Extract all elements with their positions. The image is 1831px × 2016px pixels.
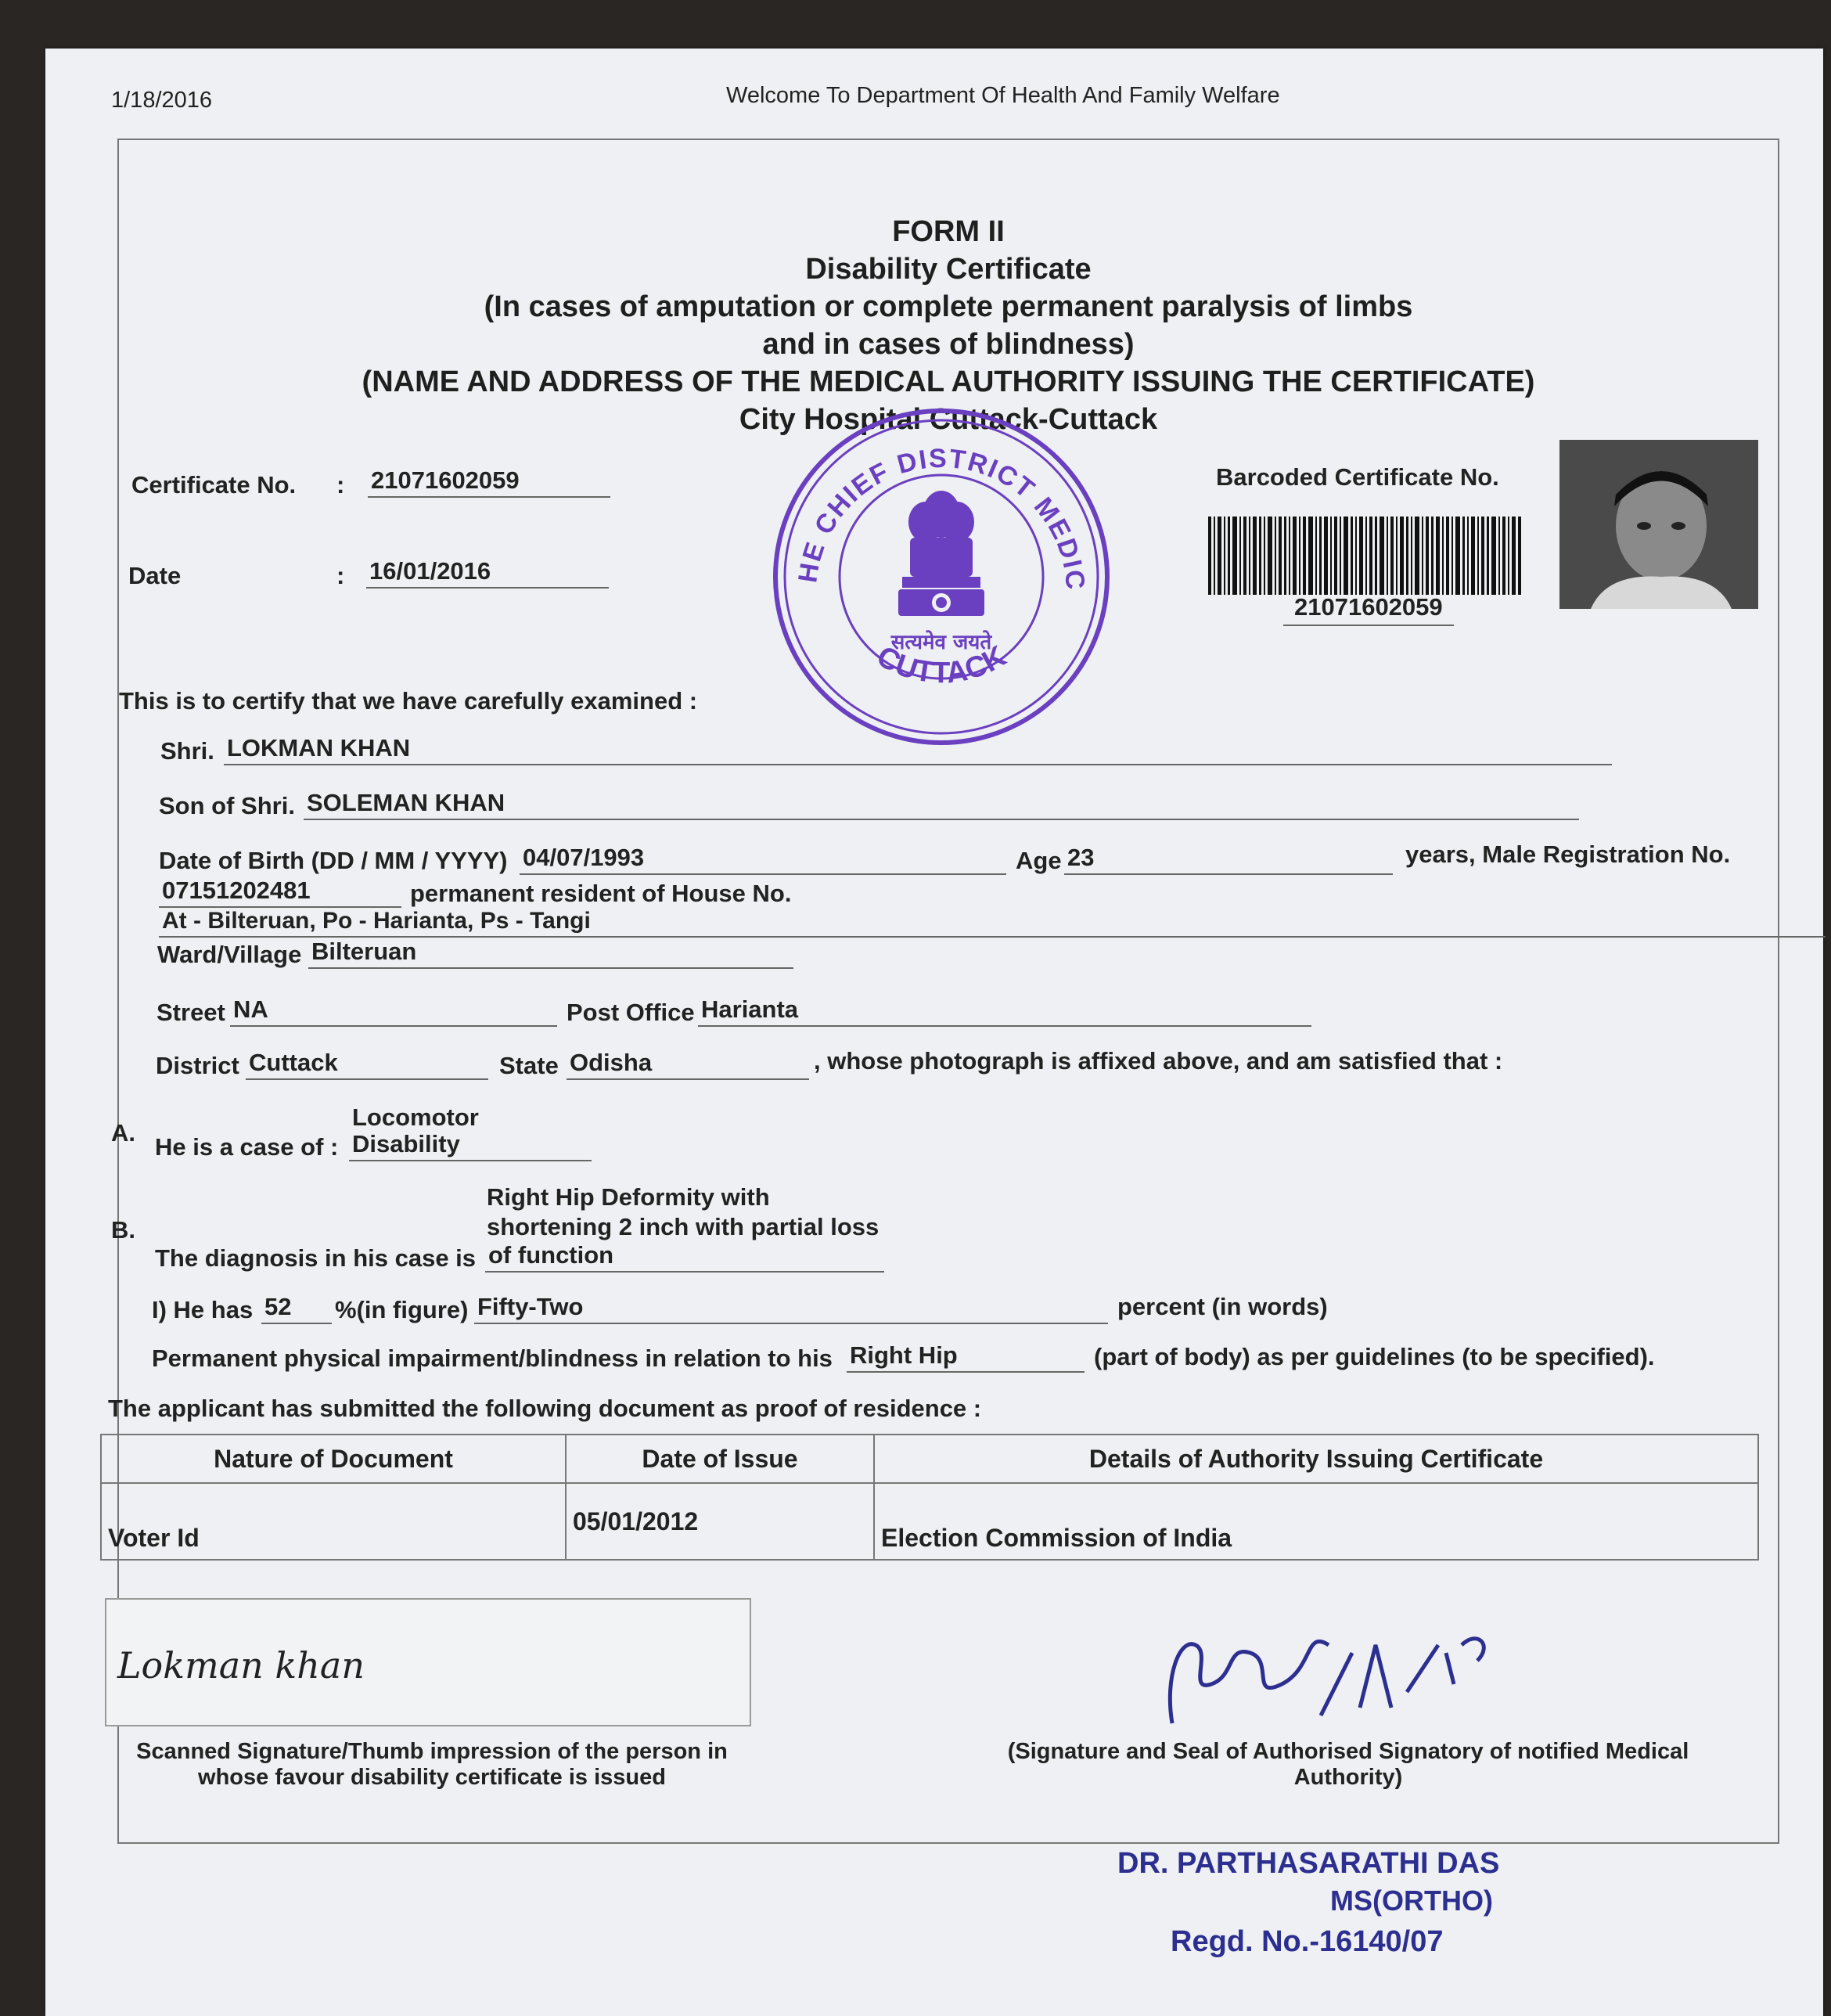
street-value: NA bbox=[230, 995, 557, 1027]
certificate-no-value: 21071602059 bbox=[368, 466, 610, 498]
date-label: Date bbox=[128, 562, 182, 589]
barcode-icon bbox=[1208, 517, 1521, 595]
percentage-words-label: percent (in words) bbox=[1117, 1293, 1328, 1320]
colon: : bbox=[336, 562, 345, 589]
impairment-body-part: Right Hip bbox=[847, 1341, 1085, 1373]
svg-text:Lokman khan: Lokman khan bbox=[117, 1644, 365, 1687]
certify-intro: This is to certify that we have carefully examined : bbox=[119, 687, 698, 715]
print-header: Welcome To Department Of Health And Family Welfare bbox=[726, 83, 1280, 108]
post-office-value: Harianta bbox=[698, 995, 1311, 1027]
applicant-caption-line-1: Scanned Signature/Thumb impression of the person in bbox=[136, 1739, 728, 1764]
section-a-marker: A. bbox=[111, 1119, 135, 1147]
person-photo-icon bbox=[1559, 440, 1758, 609]
proof-intro: The applicant has submitted the following document as proof of residence : bbox=[108, 1395, 982, 1422]
column-header: Nature of Document bbox=[101, 1435, 566, 1483]
seal-text-bottom: CUTTACK bbox=[871, 639, 1012, 690]
dob-value: 04/07/1993 bbox=[520, 844, 1006, 875]
column-header: Date of Issue bbox=[566, 1435, 874, 1483]
seal-motto: सत्यमेव जयते bbox=[890, 631, 992, 654]
son-of-label: Son of Shri. bbox=[159, 792, 295, 819]
table-cell: Voter Id bbox=[101, 1483, 566, 1560]
print-date: 1/18/2016 bbox=[111, 88, 213, 113]
impairment-suffix: (part of body) as per guidelines (to be specified). bbox=[1094, 1343, 1655, 1370]
state-value: Odisha bbox=[567, 1049, 809, 1080]
dob-label: Date of Birth (DD / MM / YYYY) bbox=[159, 847, 508, 874]
authority-signature bbox=[1141, 1598, 1532, 1755]
date-value: 16/01/2016 bbox=[366, 557, 609, 589]
certificate-frame bbox=[117, 139, 1779, 1844]
house-value: At - Bilteruan, Po - Harianta, Ps - Tangi bbox=[159, 908, 1826, 938]
authority-caption-line-2: Authority) bbox=[1293, 1765, 1403, 1790]
applicant-signature-box bbox=[105, 1598, 751, 1726]
son-of-value: SOLEMAN KHAN bbox=[304, 789, 1579, 820]
documents-table bbox=[100, 1434, 1759, 1561]
emblem-icon bbox=[898, 491, 984, 616]
shri-value: LOKMAN KHAN bbox=[224, 734, 1612, 765]
post-office-label: Post Office bbox=[567, 999, 695, 1026]
certificate-sheet bbox=[45, 49, 1823, 2016]
barcode bbox=[1208, 517, 1521, 595]
table-cell: Election Commission of India bbox=[874, 1483, 1758, 1560]
percentage-figure-label: %(in figure) bbox=[335, 1296, 469, 1323]
registration-value: 07151202481 bbox=[159, 877, 401, 908]
district-value: Cuttack bbox=[246, 1049, 488, 1080]
form-subtitle-1: (In cases of amputation or complete permanent paralysis of limbs bbox=[484, 290, 1413, 323]
age-label: Age bbox=[1016, 847, 1062, 874]
applicant-caption-line-2: whose favour disability certificate is issued bbox=[198, 1765, 666, 1790]
diagnosis-value-2: shortening 2 inch with partial loss bbox=[487, 1213, 880, 1240]
case-of-label: He is a case of : bbox=[155, 1133, 339, 1161]
photograph-statement: , whose photograph is affixed above, and am satisfied that : bbox=[814, 1047, 1503, 1075]
diagnosis-value-3: of function bbox=[485, 1241, 884, 1273]
ward-value: Bilteruan bbox=[308, 938, 793, 969]
certificate-no-label: Certificate No. bbox=[131, 471, 297, 499]
percentage-value: 52 bbox=[261, 1293, 332, 1324]
authority-caption-line-1: (Signature and Seal of Authorised Signatory of notified Medical bbox=[1007, 1739, 1689, 1764]
street-label: Street bbox=[156, 999, 225, 1026]
impairment-label: Permanent physical impairment/blindness in relation to his bbox=[152, 1345, 833, 1372]
barcode-number: 21071602059 bbox=[1283, 593, 1454, 626]
age-value: 23 bbox=[1064, 844, 1393, 875]
handwritten-signature-icon bbox=[106, 1600, 750, 1725]
section-b-marker: B. bbox=[111, 1216, 135, 1244]
hospital-name: City Hospital Cuttack-Cuttack bbox=[739, 403, 1158, 436]
case-of-value-2: Disability bbox=[349, 1130, 592, 1161]
state-label: State bbox=[499, 1052, 559, 1079]
authority-heading: (NAME AND ADDRESS OF THE MEDICAL AUTHORITY ISSUING THE CERTIFICATE) bbox=[362, 365, 1535, 398]
table-row bbox=[101, 1483, 1758, 1560]
office-seal bbox=[769, 405, 1113, 749]
form-title: Disability Certificate bbox=[805, 253, 1092, 286]
ward-label: Ward/Village bbox=[157, 941, 302, 968]
diagnosis-label: The diagnosis in his case is bbox=[155, 1244, 477, 1272]
years-registration-label: years, Male Registration No. bbox=[1405, 841, 1731, 868]
form-number: FORM II bbox=[892, 215, 1005, 248]
colon: : bbox=[336, 471, 345, 499]
applicant-photo bbox=[1559, 440, 1758, 609]
doctor-name: DR. PARTHASARATHI DAS bbox=[1117, 1847, 1500, 1880]
signature-scribble-icon bbox=[1141, 1598, 1532, 1755]
diagnosis-value-1: Right Hip Deformity with bbox=[487, 1183, 770, 1211]
doctor-registration: Regd. No.-16140/07 bbox=[1171, 1925, 1444, 1958]
table-header-row bbox=[101, 1435, 1758, 1483]
percentage-label: I) He has bbox=[152, 1296, 254, 1323]
case-of-value-1: Locomotor bbox=[352, 1103, 479, 1131]
resident-label: permanent resident of House No. bbox=[410, 880, 792, 907]
percentage-words-value: Fifty-Two bbox=[474, 1293, 1108, 1324]
barcode-label: Barcoded Certificate No. bbox=[1216, 463, 1499, 491]
form-subtitle-2: and in cases of blindness) bbox=[762, 328, 1135, 361]
table-cell: 05/01/2012 bbox=[566, 1483, 874, 1560]
shri-label: Shri. bbox=[160, 737, 214, 765]
doctor-degree: MS(ORTHO) bbox=[1330, 1885, 1493, 1917]
applicant-caption bbox=[95, 1739, 768, 1791]
seal-text-top: HE CHIEF DISTRICT MEDIC bbox=[793, 443, 1091, 592]
district-label: District bbox=[156, 1052, 239, 1079]
authority-caption bbox=[922, 1739, 1775, 1791]
column-header: Details of Authority Issuing Certificate bbox=[874, 1435, 1758, 1483]
